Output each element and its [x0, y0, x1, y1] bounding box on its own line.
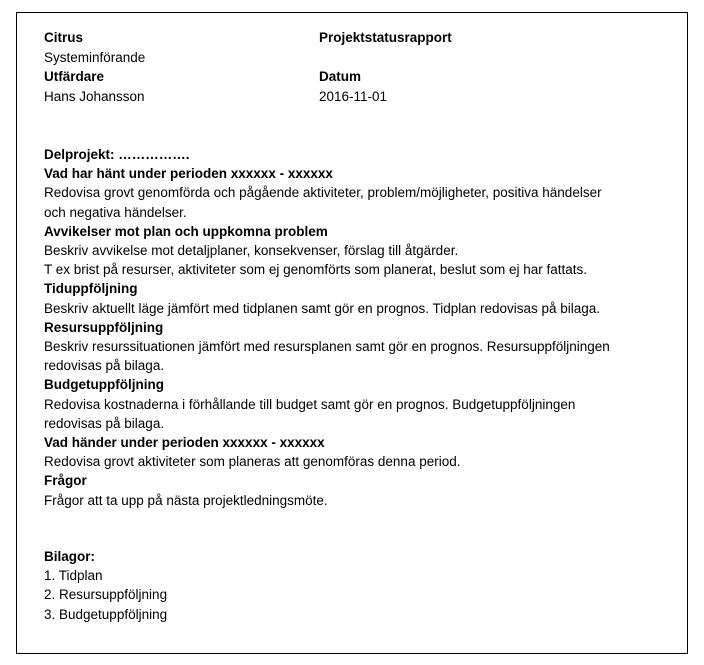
- date-value: 2016-11-01: [319, 88, 388, 104]
- section-text-line: Redovisa grovt genomförda och pågående aktiviteter, problem/möjligheter, positiva händelser: [44, 185, 602, 201]
- report-header: [44, 28, 664, 106]
- header-row-project: [44, 28, 664, 48]
- attachment-item: 2. Resursuppföljning: [44, 587, 168, 603]
- attachments-block: [44, 547, 444, 624]
- issuer-label: Utfärdare: [44, 69, 105, 84]
- section-heading-resource-followup: Resursuppföljning: [44, 319, 164, 335]
- section-text-line: Redovisa kostnaderna i förhållande till budget samt gör en prognos. Budgetuppföljningen: [44, 396, 576, 412]
- section-text-line: T ex brist på resurser, aktiviteter som ej genomförts som planerat, beslut som ej har fattats.: [44, 262, 587, 278]
- section-text-line: Beskriv avvikelse mot detaljplaner, konsekvenser, förslag till åtgärder.: [44, 243, 459, 259]
- section-heading-questions: Frågor: [44, 473, 87, 489]
- section-text-line: Beskriv resurssituationen jämfört med resursplanen samt gör en prognos. Resursuppföljningen: [44, 339, 610, 355]
- section-text-line: Redovisa grovt aktiviteter som planeras att genomföras denna period.: [44, 454, 461, 470]
- issuer-name: Hans Johansson: [44, 88, 145, 104]
- attachments-label: Bilagor:: [44, 549, 96, 564]
- section-text-line: redovisas på bilaga.: [44, 415, 165, 431]
- section-heading-next-period: Vad händer under perioden xxxxxx - xxxxxx: [44, 435, 325, 451]
- header-row-values: [44, 87, 664, 107]
- attachments-list: [44, 566, 444, 624]
- report-title: Projektstatusrapport: [319, 30, 452, 45]
- section-heading-budget-followup: Budgetuppföljning: [44, 377, 164, 393]
- header-row-labels: [44, 67, 664, 87]
- header-spacer: [319, 48, 649, 68]
- header-row-type: [44, 48, 664, 68]
- project-name: Citrus: [44, 30, 84, 45]
- date-label: Datum: [319, 69, 362, 84]
- section-text-line: redovisas på bilaga.: [44, 358, 165, 374]
- section-heading-past-period: Vad har hänt under perioden xxxxxx - xxxxxx: [44, 166, 333, 182]
- project-type: Systeminförande: [44, 49, 146, 65]
- section-text-line: Frågor att ta upp på nästa projektledningsmöte.: [44, 492, 328, 508]
- attachment-item: 1. Tidplan: [44, 568, 103, 584]
- section-heading-deviations: Avvikelser mot plan och uppkomna problem: [44, 223, 328, 239]
- section-text-line: och negativa händelser.: [44, 204, 187, 220]
- section-heading-time-followup: Tiduppföljning: [44, 281, 138, 297]
- subproject-label: Delprojekt: …………….: [44, 147, 190, 162]
- attachment-item: 3. Budgetuppföljning: [44, 606, 168, 622]
- report-body: [44, 145, 674, 510]
- section-text-line: Beskriv aktuellt läge jämfört med tidplanen samt gör en prognos. Tidplan redovisas på bilaga.: [44, 300, 601, 316]
